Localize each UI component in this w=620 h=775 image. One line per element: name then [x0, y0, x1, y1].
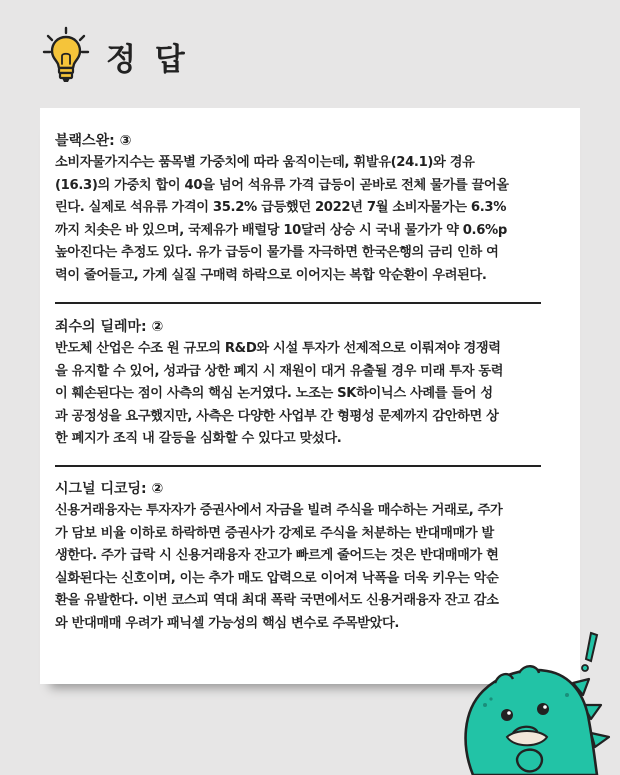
body-line: 생한다. 주가 급락 시 신용거래융자 잔고가 빠르게 줄어드는 것은 반대매매가 현 — [55, 548, 499, 563]
body-line: 소비자물가지수는 품목별 가중치에 따라 움직이는데, 휘발유(24.1)와 경유 — [55, 155, 475, 170]
body-line: 이 훼손된다는 점이 사측의 핵심 논거였다. 노조는 SK하이닉스 사례를 들어 성 — [55, 386, 493, 401]
section-body — [55, 500, 567, 635]
body-line: 환을 유발한다. 이번 코스피 역대 최대 폭락 국면에서도 신용거래융자 잔고 감소 — [55, 593, 499, 608]
body-line: 력이 줄어들고, 가계 실질 구매력 하락으로 이어지는 복합 악순환이 우려된다. — [55, 267, 487, 283]
body-line: 신용거래융자는 투자자가 증권사에서 자금을 빌려 주식을 매수하는 거래로, 주가 — [55, 503, 503, 518]
section-body — [55, 338, 567, 451]
section-divider — [55, 302, 541, 304]
body-line: 가 담보 비율 이하로 하락하면 증권사가 강제로 주식을 처분하는 반대매매가 발 — [55, 525, 494, 541]
body-line: 반도체 산업은 수조 원 규모의 R&D와 시설 투자가 선제적으로 이뤄져야 경쟁력 — [55, 341, 501, 356]
body-line: 린다. 실제로 석유류 가격이 35.2% 급등했던 2022년 7월 소비자물가는 6.3% — [55, 200, 507, 215]
lightbulb-icon — [38, 26, 94, 86]
section-divider — [55, 465, 541, 467]
page-title: 정 답 — [106, 41, 189, 78]
body-line: 와 반대매매 우려가 패닉셀 가능성의 핵심 변수로 주목받았다. — [55, 615, 400, 631]
answer-section-black-swan — [55, 130, 567, 287]
body-line: 실화된다는 신호이며, 이는 추가 매도 압력으로 이어져 낙폭을 더욱 키우는 악순 — [55, 570, 499, 586]
section-body — [55, 152, 567, 287]
answer-section-signal-decoding — [55, 478, 567, 635]
section-title: 죄수의 딜레마: ② — [55, 319, 164, 335]
body-line: (16.3)의 가중치 합이 40을 넘어 석유류 가격 급등이 곧바로 전체 물가를 끌어올 — [55, 177, 509, 193]
green-dinosaur-mascot-icon — [455, 625, 620, 775]
answer-header — [38, 26, 189, 86]
section-title: 블랙스완: ③ — [55, 133, 132, 149]
body-line: 까지 치솟은 바 있으며, 국제유가 배럴당 10달러 상승 시 국내 물가가 약 0.6%p — [55, 222, 507, 238]
body-line: 과 공정성을 요구했지만, 사측은 다양한 사업부 간 형평성 문제까지 감안하면 상 — [55, 408, 499, 424]
body-line: 한 폐지가 조직 내 갈등을 심화할 수 있다고 맞섰다. — [55, 431, 342, 446]
section-title: 시그널 디코딩: ② — [55, 481, 164, 497]
body-line: 을 유지할 수 있어, 성과급 상한 폐지 시 재원이 대거 유출될 경우 미래 투자 동력 — [55, 363, 504, 379]
answer-card — [40, 108, 580, 684]
body-line: 높아진다는 추정도 있다. 유가 급등이 물가를 자극하면 한국은행의 금리 인하 여 — [55, 245, 499, 260]
answer-section-prisoners-dilemma — [55, 316, 567, 451]
